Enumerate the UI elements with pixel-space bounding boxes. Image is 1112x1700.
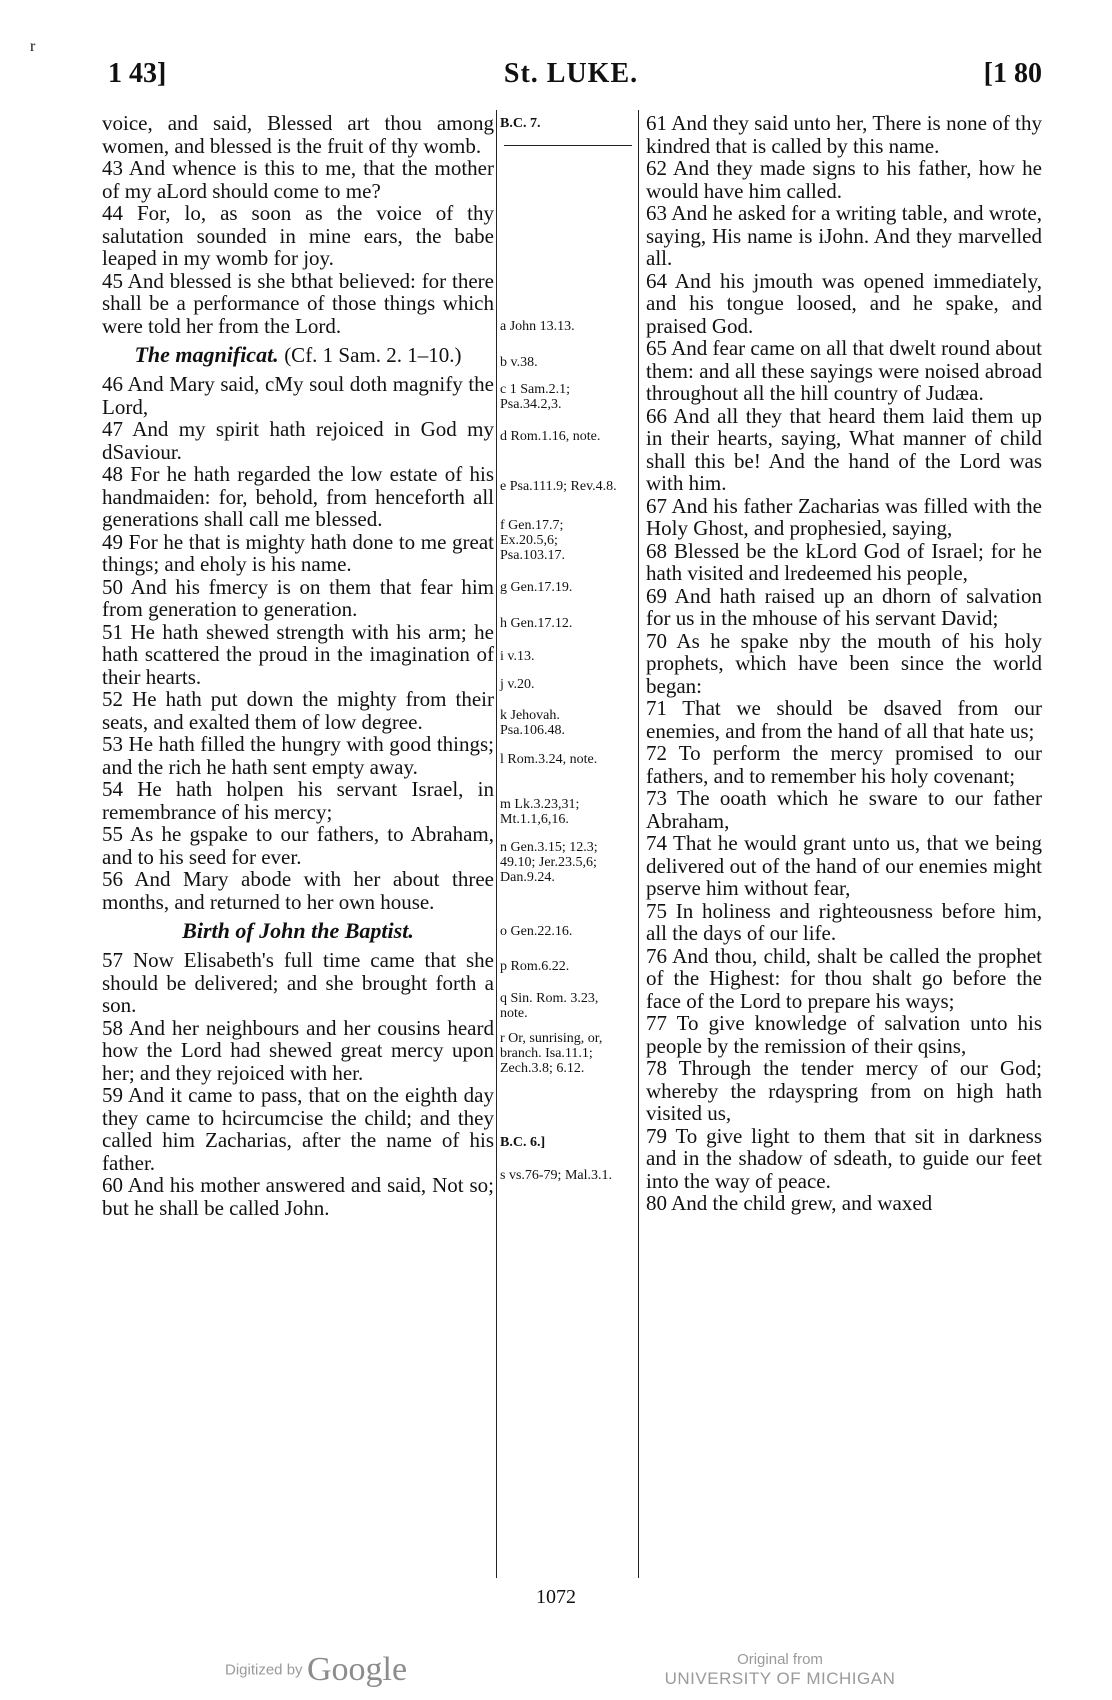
cross-reference-note: o Gen.22.16. — [500, 924, 573, 939]
right-verse: 71 That we should be dsaved from our enemies, and from the hand of all that hate us; — [646, 696, 1042, 743]
cross-reference-note: i v.13. — [500, 649, 535, 664]
right-text-column — [646, 112, 1042, 1215]
date-note: B.C. 7. — [500, 116, 541, 131]
institution-label: UNIVERSITY OF MICHIGAN — [664, 1669, 896, 1688]
header-chapter-end: [1 80 — [983, 58, 1042, 89]
digitized-by-label: Digitized by — [225, 1661, 303, 1679]
left-verse: 57 Now Elisabeth's full time came that she should be delivered; and she brought forth a son. — [102, 948, 494, 1017]
right-verse: 80 And the child grew, and waxed — [646, 1191, 933, 1215]
date-note: B.C. 6.] — [500, 1135, 546, 1150]
left-verse: 51 He hath shewed strength with his arm; he hath scattered the proud in the imagination of their hearts. — [102, 619, 494, 689]
cross-reference-note: l Rom.3.24, note. — [500, 752, 598, 767]
source-watermark — [660, 1650, 900, 1688]
right-verse: 75 In holiness and righteousness before him, all the days of our life. — [646, 898, 1042, 945]
left-verse: 43 And whence is this to me, that the mother of my aLord should come to me? — [102, 156, 494, 203]
right-verse: 72 To perform the mercy promised to our fathers, and to remember his holy covenant; — [646, 741, 1042, 788]
right-verse: 78 Through the tender mercy of our God; whereby the rdayspring from on high hath visited us, — [646, 1056, 1042, 1125]
right-verse: 73 The ooath which he sware to our father Abraham, — [646, 786, 1042, 833]
digitized-watermark — [225, 1651, 407, 1689]
cross-reference-note: a John 13.13. — [500, 319, 575, 334]
cross-reference-note: f Gen.17.7; Ex.20.5,6; Psa.103.17. — [500, 518, 565, 563]
left-verse: 45 And blessed is she bthat believed: for there shall be a performance of those things which were told her from the Lord. — [102, 268, 494, 338]
cross-reference-note: b v.38. — [500, 355, 538, 370]
left-verse: 55 As he gspake to our fathers, to Abraham, and to his seed for ever. — [102, 822, 494, 869]
header-chapter-start: 1 43] — [108, 58, 167, 89]
cross-reference-note: s vs.76-79; Mal.3.1. — [500, 1168, 612, 1183]
left-verse: 59 And it came to pass, that on the eighth day they came to hcircumcise the child; and they called him Zacharias, after the name of his father. — [102, 1083, 494, 1175]
cross-reference-note: q Sin. Rom. 3.23, note. — [500, 991, 599, 1021]
right-verse: 79 To give light to them that sit in darkness and in the shadow of sdeath, to guide our feet into the way of peace. — [646, 1123, 1042, 1193]
left-verse: 50 And his fmercy is on them that fear him from generation to generation. — [102, 574, 494, 621]
cross-reference-note: h Gen.17.12. — [500, 616, 573, 631]
column-divider-left — [496, 110, 497, 1578]
right-verse: 77 To give knowledge of salvation unto his people by the remission of their qsins, — [646, 1011, 1042, 1058]
right-verse: 69 And hath raised up an dhorn of salvation for us in the mhouse of his servant David; — [646, 583, 1042, 630]
left-verse: voice, and said, Blessed art thou among women, and blessed is the fruit of thy womb. — [102, 111, 494, 158]
right-verse: 65 And fear came on all that dwelt round about them: and all these sayings were noised abroad throughout all the hill country of Judæa. — [646, 336, 1042, 405]
right-verse: 64 And his jmouth was opened immediately, and his tongue loosed, and he spake, and praised God. — [646, 268, 1042, 338]
left-verse: 52 He hath put down the mighty from their seats, and exalted them of low degree. — [102, 687, 494, 734]
page-number: 1072 — [536, 1586, 576, 1608]
left-verse: 60 And his mother answered and said, Not so; but he shall be called John. — [102, 1173, 494, 1220]
left-verse: 56 And Mary abode with her about three months, and returned to her own house. — [102, 867, 494, 914]
header-book-title: St. LUKE. — [503, 58, 639, 89]
left-verse: 49 For he that is mighty hath done to me great things; and eholy is his name. — [102, 529, 494, 576]
right-verse: 74 That he would grant unto us, that we being delivered out of the hand of our enemies might pserve him without fear, — [646, 831, 1042, 900]
section-heading-reference: (Cf. 1 Sam. 2. 1–10.) — [284, 343, 462, 367]
cross-reference-note: r Or, sunrising, or, branch. Isa.11.1; Zech.3.8; 6.12. — [500, 1031, 603, 1076]
cross-reference-note: p Rom.6.22. — [500, 959, 570, 974]
date-rule — [504, 145, 632, 146]
cross-reference-note: e Psa.111.9; Rev.4.8. — [500, 479, 617, 494]
right-verse: 62 And they made signs to his father, how he would have him called. — [646, 156, 1042, 203]
right-verse: 68 Blessed be the kLord God of Israel; for he hath visited and lredeemed his people, — [646, 538, 1042, 585]
cross-reference-note: m Lk.3.23,31; Mt.1.1,6,16. — [500, 797, 580, 827]
right-verse: 76 And thou, child, shalt be called the prophet of the Highest: for thou shalt go before the face of the Lord to prepare his ways; — [646, 943, 1042, 1013]
left-verse: 44 For, lo, as soon as the voice of thy salutation sounded in mine ears, the babe leaped in my womb for joy. — [102, 201, 494, 270]
cross-reference-note: k Jehovah. Psa.106.48. — [500, 708, 565, 738]
right-verse: 67 And his father Zacharias was filled with the Holy Ghost, and prophesied, saying, — [646, 493, 1042, 540]
cross-reference-note: c 1 Sam.2.1; Psa.34.2,3. — [500, 382, 570, 412]
right-verse: 63 And he asked for a writing table, and wrote, saying, His name is iJohn. And they marvelled all. — [646, 201, 1042, 270]
left-verse: 58 And her neighbours and her cousins heard how the Lord had shewed great mercy upon her; and they rejoiced with her. — [102, 1015, 494, 1085]
left-verse: 47 And my spirit hath rejoiced in God my dSaviour. — [102, 417, 494, 464]
left-verse: 48 For he hath regarded the low estate of his handmaiden: for, behold, from henceforth all generations shall call me blessed. — [102, 462, 494, 531]
section-heading-title: The magnificat. — [134, 342, 279, 367]
right-verse: 70 As he spake nby the mouth of his holy prophets, which have been since the world began: — [646, 628, 1042, 698]
right-verse: 66 And all they that heard them laid them up in their hearts, saying, What manner of child shall this be! And the hand of the Lord was with him. — [646, 403, 1042, 495]
left-verse: 46 And Mary said, cMy soul doth magnify the Lord, — [102, 372, 494, 419]
left-section-heading — [102, 343, 494, 367]
cross-reference-note: g Gen.17.19. — [500, 580, 573, 595]
original-from-label: Original from — [737, 1651, 823, 1668]
column-divider-right — [638, 110, 639, 1578]
scan-corner-mark: r — [30, 38, 36, 55]
left-verse: 54 He hath holpen his servant Israel, in remembrance of his mercy; — [102, 777, 494, 824]
cross-reference-note: j v.20. — [500, 677, 535, 692]
left-section-heading — [102, 919, 494, 943]
cross-reference-note: n Gen.3.15; 12.3; 49.10; Jer.23.5,6; Dan.9.24. — [500, 840, 598, 885]
left-text-column — [102, 112, 494, 1219]
right-verse: 61 And they said unto her, There is none of thy kindred that is called by this name. — [646, 111, 1042, 158]
cross-reference-note: d Rom.1.16, note. — [500, 429, 601, 444]
left-verse: 53 He hath filled the hungry with good things; and the rich he hath sent empty away. — [102, 732, 494, 779]
section-heading-title: Birth of John the Baptist. — [182, 918, 414, 943]
google-logo: Google — [307, 1651, 408, 1688]
running-header — [100, 58, 1042, 96]
